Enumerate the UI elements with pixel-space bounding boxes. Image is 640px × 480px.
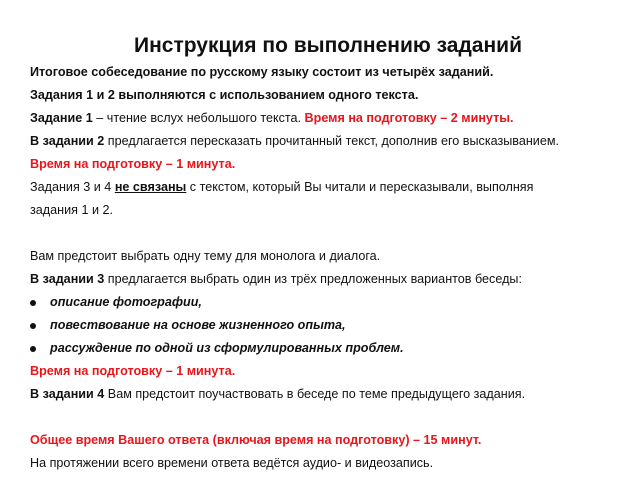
- task-3-label: В задании 3: [30, 272, 105, 286]
- tasks-3-4-line: [30, 176, 626, 199]
- spacer: [30, 406, 626, 429]
- intro-line: Итоговое собеседование по русскому языку состоит из четырёх заданий.: [30, 65, 494, 79]
- task-3-line: [30, 268, 626, 291]
- slide-title: Инструкция по выполнению заданий: [134, 34, 522, 57]
- not-related-emphasis: не связаны: [114, 180, 187, 194]
- task-3-time: Время на подготовку – 1 минута.: [30, 364, 236, 378]
- tasks-3-4-text-a: Задания 3 и 4: [30, 180, 115, 194]
- task-1-text: – чтение вслух небольшого текста.: [92, 111, 305, 125]
- task-2-line: [30, 130, 626, 153]
- task-4-text: Вам предстоит поучаствовать в беседе по теме предыдущего задания.: [104, 387, 526, 401]
- tasks-1-2-line: Задания 1 и 2 выполняются с использованием одного текста.: [30, 88, 419, 102]
- task-3-text: предлагается выбрать один из трёх предложенных вариантов беседы:: [104, 272, 522, 286]
- bullet-item-reasoning: рассуждение по одной из сформулированных проблем.: [30, 337, 626, 360]
- task-1-time: Время на подготовку – 2 минуты.: [304, 111, 514, 125]
- task-1-label: Задание 1: [30, 111, 93, 125]
- total-time-line: Общее время Вашего ответа (включая время на подготовку) – 15 минут.: [30, 433, 482, 447]
- tasks-3-4-continuation: задания 1 и 2.: [30, 203, 113, 217]
- instruction-body: [30, 61, 626, 475]
- tasks-3-4-text-b: с текстом, который Вы читали и пересказывали, выполняя: [186, 180, 534, 194]
- bullet-item-narrative: повествование на основе жизненного опыта,: [30, 314, 626, 337]
- task-4-label: В задании 4: [30, 387, 105, 401]
- task-2-time: Время на подготовку – 1 минута.: [30, 157, 236, 171]
- spacer: [30, 222, 626, 245]
- bullet-item-photo: описание фотографии,: [30, 291, 626, 314]
- choose-topic-line: Вам предстоит выбрать одну тему для монолога и диалога.: [30, 249, 381, 263]
- task-2-text: предлагается пересказать прочитанный текст, дополнив его высказыванием.: [104, 134, 559, 148]
- recording-note: На протяжении всего времени ответа ведётся аудио- и видеозапись.: [30, 456, 434, 470]
- task-4-line: [30, 383, 626, 406]
- task-2-label: В задании 2: [30, 134, 105, 148]
- task-1-line: [30, 107, 626, 130]
